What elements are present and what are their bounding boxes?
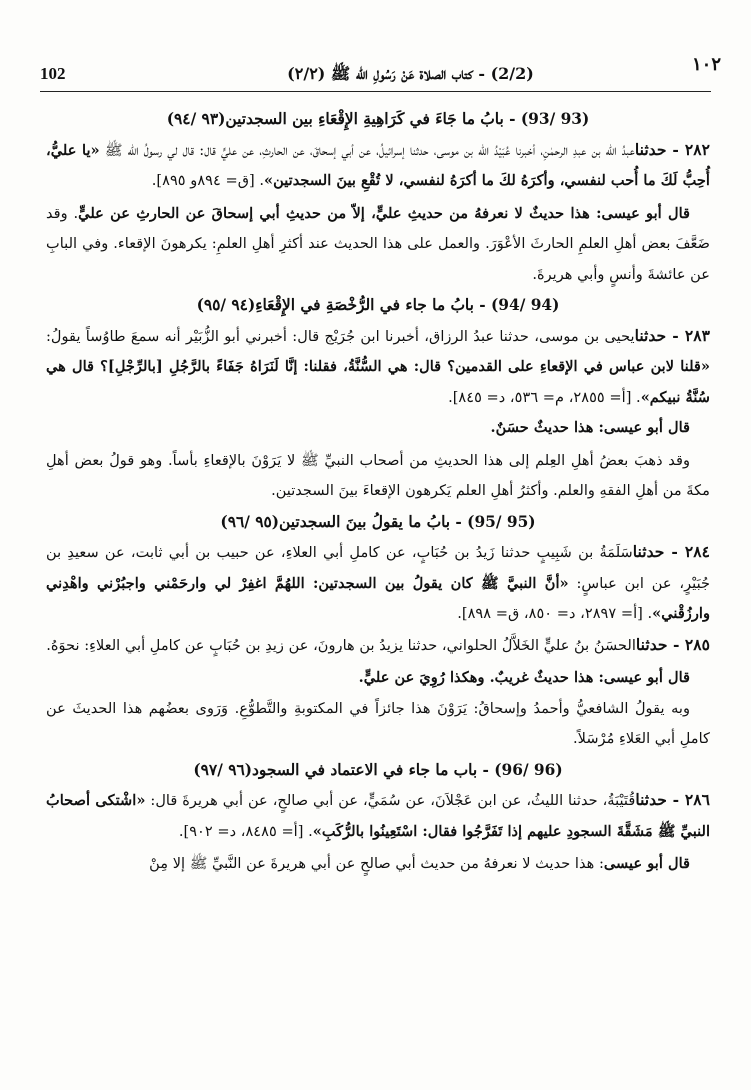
hadith-283 bbox=[46, 321, 710, 414]
chapter-heading-96: (96 /96) - باب ما جاء في الاعتماد في السجود(٩٦ /٩٧) bbox=[193, 760, 563, 779]
chapter-heading-94: (94 /94) - بابُ ما جاء في الرُّخْصَةِ في الإِقْعَاءِ(٩٤ /٩٥) bbox=[196, 296, 560, 314]
commentary-bold: قال أبو عيسى: هذا حديثٌ لا نعرفهُ من حديثِ عليٍّ، إلاّ من حديثِ أبي إسحاقَ عن الحارثِ عن عليٍّ bbox=[78, 204, 690, 222]
page-number-latin: 102 bbox=[40, 64, 66, 83]
page-number-arabic: ١٠٢ bbox=[691, 54, 721, 75]
hadith-chain: الحسَنُ بنُ عليٍّ الخَلاَّلُ الحلواني، حدثنا يزيدُ بن هارونَ، عن زيدِ بن حُبَابٍ عن كاملِ أبي العلاءِ: نحوَهُ. bbox=[46, 636, 636, 654]
hadith-chain: يحيى بن موسى، حدثنا عبدُ الرزاق، أخبرنا ابن جُرَيْج قال: أخبرني أبو الزُّبَيْر أنه سمعَ طاوُساً يقولُ: bbox=[46, 327, 635, 345]
commentary-grade: قال أبو عيسى: هذا حديثٌ غريبٌ. وهكذا رُوِيَ عن عليٍّ. bbox=[358, 669, 690, 686]
hadith-text: «قلنا لابن عباس في الإقعاءِ على القدمين؟ قال: هي السُّنَّةُ، فقلنا: إنَّا لَنَرَاهُ جَفَاءً بالرَّجُلِ [بالرِّجْلِ]؟ قال هي سُنَّةُ نبيكم» bbox=[46, 358, 710, 406]
commentary: وقد ذهبَ بعضُ أهلِ العِلم إلى هذا الحديثِ من أصحاب النبيِّ ﷺ لا يَرَوْنَ بالإقعاءِ بأساً. وهو قولُ بعض أهلِ مكةَ من أهلِ الفقهِ والعلم. وأكثرُ أهلِ العلم يَكرهون الإقعاءَ بينَ السجدتين. bbox=[46, 451, 710, 499]
commentary bbox=[46, 199, 710, 291]
hadith-number: ٢٨٥ - حدثنا bbox=[635, 634, 710, 654]
commentary bbox=[46, 849, 710, 880]
hadith-number: ٢٨٦ - حدثنا bbox=[635, 790, 710, 809]
chapter-heading-93: (93 /93) - بابُ ما جَاءَ في كَرَاهِيةِ الإِقْعَاءِ بين السجدتين(٩٣ /٩٤) bbox=[166, 110, 590, 128]
hadith-285 bbox=[46, 630, 710, 662]
page-body bbox=[46, 104, 710, 880]
hadith-references: . [أ= ٢٨٥٥، م= ٥٣٦، د= ٨٤٥]. bbox=[448, 388, 641, 406]
hadith-references: . [أ= ٨٤٨٥، د= ٩٠٢]. bbox=[178, 822, 313, 840]
hadith-text: «يا عليُّ، أُحِبُّ لَكَ ما أُحب لنفسي، وأكرَهُ لكَ ما أكرَهُ لنفسي، لا تُقْعِ بينَ السجدتين» bbox=[46, 141, 710, 189]
hadith-chain: قُتَيْبَةُ، حدثنا الليثُ، عن ابن عَجْلاَنَ، عن سُمَيٍّ، عن أبي صالحٍ، عن أبي هريرةَ قال: bbox=[145, 792, 636, 809]
hadith-number: ٢٨٤ - حدثنا bbox=[632, 542, 710, 561]
hadith-286 bbox=[46, 785, 710, 847]
hadith-282 bbox=[46, 135, 710, 197]
running-title: (2/2) - كتاب الصلاة عَنْ رَسُولِ الله ﷺ (٢/٢) bbox=[287, 64, 534, 83]
hadith-chain: عبدُ الله بن عبدِ الرحمٰنِ، أخبرنا عُبَيْدُ الله بن موسى، حدثنا إسرائيلُ، عن أبي إسحاقَ، عن الحارثِ، عن عليٍّ قال: قال لي رسولُ الله ﷺ bbox=[99, 141, 635, 159]
commentary-text: : هذا حديث لا نعرفهُ من حديث أبي صالحٍ عن أبي هريرةَ عن النَّبيِّ ﷺ إلا مِنْ bbox=[149, 855, 604, 872]
commentary-grade: قال أبو عيسى: هذا حديثٌ حسَنٌ. bbox=[490, 419, 690, 436]
hadith-text: «اشْتكى أصحابُ النبيِّ ﷺ مَشَقَّةَ السجودِ عليهم إذا تَفَرَّجُوا فقال: اسْتَعِينُوا بالرُّكَبِ» bbox=[46, 792, 710, 840]
commentary-bold: قال أبو عيسى bbox=[603, 855, 690, 872]
hadith-number: ٢٨٣ - حدثنا bbox=[634, 325, 710, 345]
header-rule bbox=[40, 91, 711, 92]
page-header bbox=[40, 54, 721, 92]
hadith-references: . [أ= ٢٨٩٧، د= ٨٥٠، ق= ٨٩٨]. bbox=[457, 605, 653, 622]
chapter-heading-95: (95 /95) - بابُ ما يقولُ بينَ السجدتين(٩٥ /٩٦) bbox=[220, 512, 536, 531]
hadith-number: ٢٨٢ - حدثنا bbox=[634, 139, 710, 159]
hadith-text: «أنَّ النبيَّ ﷺ كان يقولُ بين السجدتين: اللهُمَّ اغفِرْ لي وارحَمْني واجبُرْني واهْدِني وارزُقْني» bbox=[46, 574, 710, 622]
commentary: وبه يقولُ الشافعيُّ وأحمدُ وإسحاقُ: يَرَوْنَ هذا جائزاً في المكتوبةِ والتَّطوُّعِ. وَرَوى بعضُهم هذا الحديثَ عن كاملِ أبي العَلاءِ مُرْسَلاً. bbox=[46, 699, 710, 747]
commentary-text: . وقد ضَعَّفَ بعض أهلِ العلمِ الحارثَ الأعْوَرَ. والعمل على هذا الحديث عند أكثرِ أهلِ العلمِ: يكرهونَ الإقعاء. وفي البابِ عن عائشةَ وأنسٍ وأبي هريرةَ. bbox=[46, 204, 710, 283]
hadith-references: . [ق= ٨٩٤و ٨٩٥]. bbox=[151, 172, 264, 189]
hadith-chain: سَلَمَةُ بن شَبِيبٍ حدثنا زَيدُ بن حُبَابٍ، عن كاملِ أبي العلاءِ، عن حبيب بن أبي ثابت، عن سعيدِ بن جُبَيْرٍ، عن ابن عباسٍ: bbox=[46, 544, 711, 592]
hadith-284 bbox=[46, 537, 710, 630]
